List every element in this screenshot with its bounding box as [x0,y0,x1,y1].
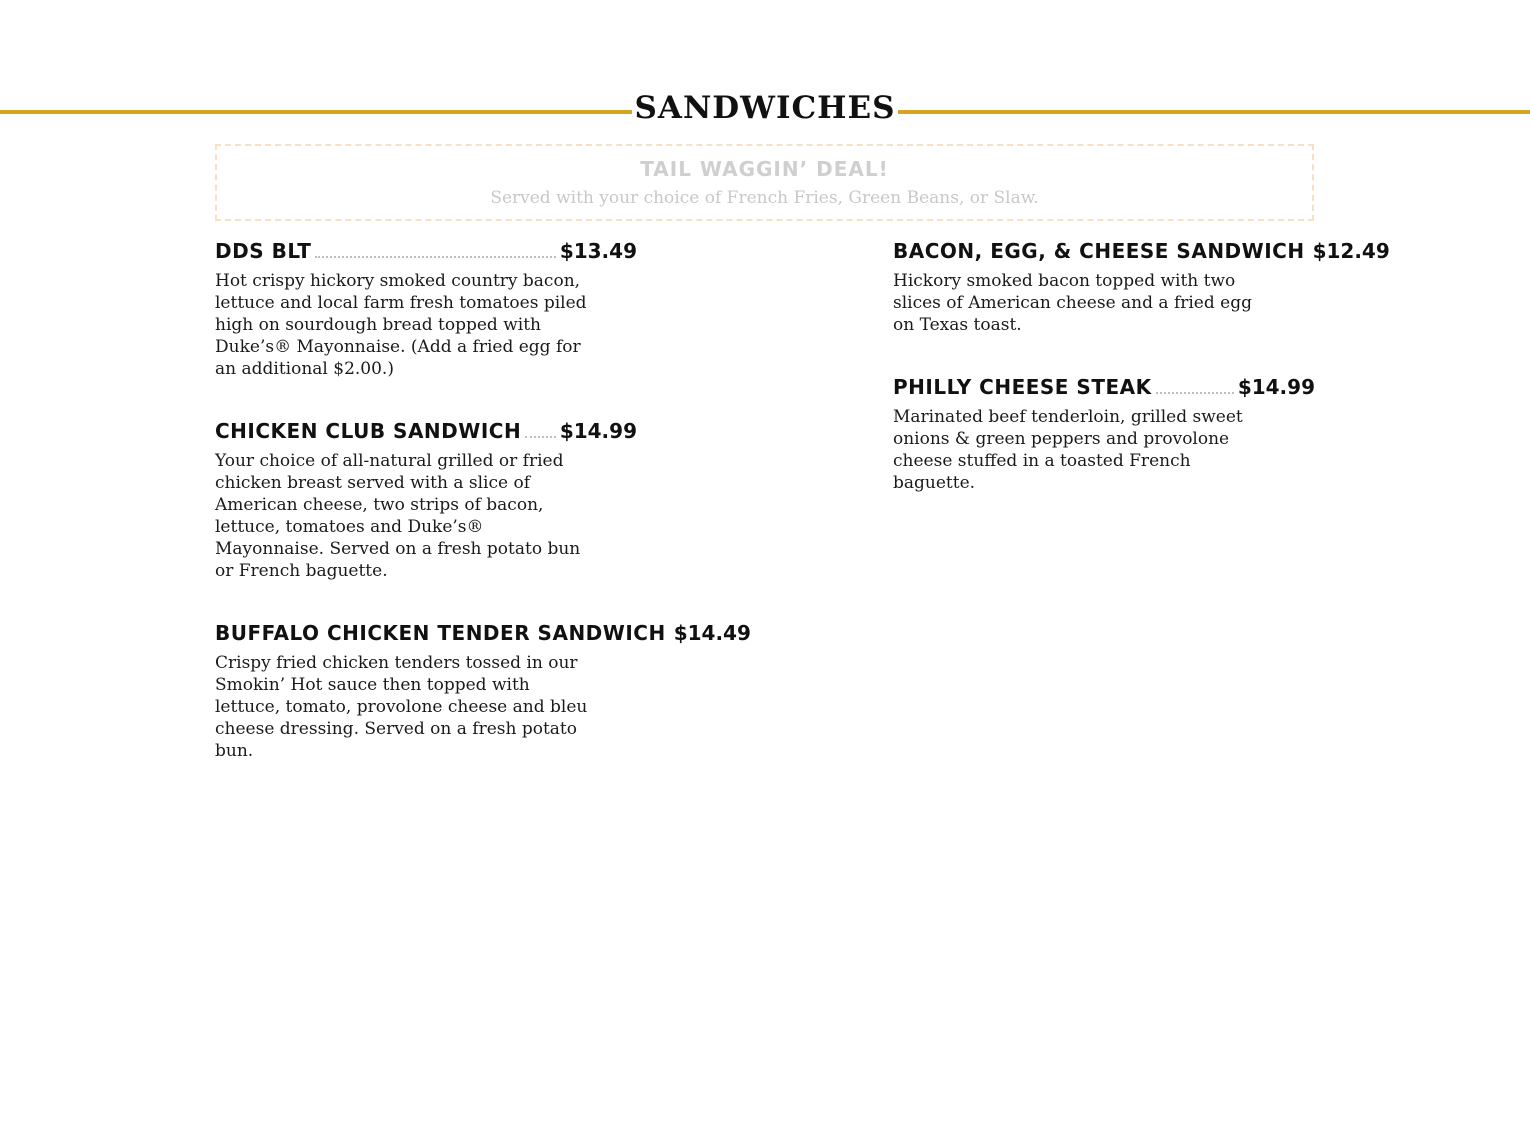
dot-leader [525,436,556,438]
menu-item-philly-cheese-steak [893,370,1315,494]
deal-box [215,144,1314,221]
menu-item-description: Crispy fried chicken tenders tossed in our Smokin’ Hot sauce then topped with lettuce, tomato, provolone cheese and bleu cheese dressing. Served on a fresh potato bun. [215,653,588,761]
menu-item-price: $14.99 [1237,375,1315,399]
menu-item-name: DDS BLT [215,239,312,263]
menu-item-description: Hot crispy hickory smoked country bacon, lettuce and local farm fresh tomatoes piled high on sourdough bread topped with Duke’s® Mayonnaise. (Add a fried egg for an additional $2.00.) [215,271,587,379]
menu-item-header [215,414,637,444]
menu-item-description: Marinated beef tenderloin, grilled sweet onions & green peppers and provolone cheese stuffed in a toasted French baguette. [893,407,1243,493]
heading-divider-left [0,110,632,114]
section-heading [0,86,1530,138]
dot-leader [1156,392,1234,394]
menu-item-description: Your choice of all-natural grilled or fried chicken breast served with a slice of American cheese, two strips of bacon, lettuce, tomatoes and Duke’s® Mayonnaise. Served on a fresh potato bun or French baguette. [215,451,581,581]
menu-item-header [893,370,1315,400]
menu-item-name: CHICKEN CLUB SANDWICH [215,419,522,443]
menu-item-bacon-egg-cheese [893,234,1493,336]
menu-column-right [893,234,1493,528]
menu-item-name: BUFFALO CHICKEN TENDER SANDWICH [215,621,666,645]
deal-title: TAIL WAGGIN’ DEAL! [640,157,889,181]
section-title: SANDWICHES [634,90,896,126]
menu-item-name: BACON, EGG, & CHEESE SANDWICH [893,239,1305,263]
menu-item-header [215,234,637,264]
menu-item-price: $14.49 [673,621,751,645]
menu-item-header [893,234,1493,264]
menu-item-price: $12.49 [1312,239,1390,263]
heading-divider-right [898,110,1530,114]
menu-item-name: PHILLY CHEESE STEAK [893,375,1152,399]
deal-subtitle: Served with your choice of French Fries, Green Beans, or Slaw. [490,188,1039,208]
menu-item-buffalo-chicken [215,616,775,762]
dot-leader [315,256,555,258]
menu-item-header [215,616,775,646]
menu-column-left [215,234,775,796]
menu-item-price: $13.49 [559,239,637,263]
menu-item-price: $14.99 [559,419,637,443]
menu-item-dds-blt [215,234,637,380]
menu-item-chicken-club [215,414,637,582]
menu-item-description: Hickory smoked bacon topped with two slices of American cheese and a fried egg on Texas toast. [893,271,1252,335]
